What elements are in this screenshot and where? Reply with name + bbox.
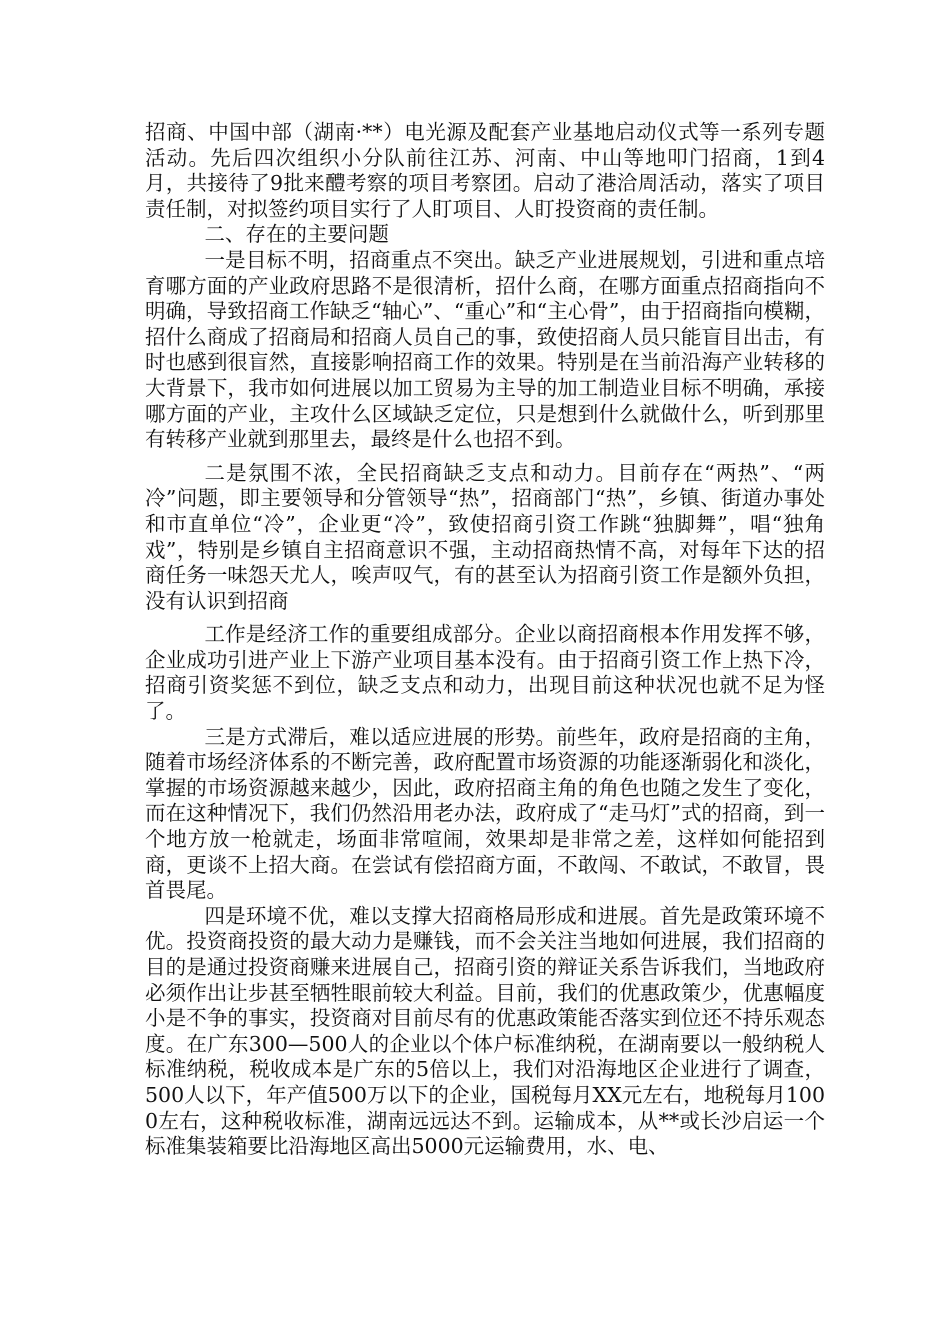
paragraph-problem-1: 一是目标不明，招商重点不突出。缺乏产业进展规划，引进和重点培育哪方面的产业政府思路不是很清析，招什么商，在哪方面重点招商指向不明确，导致招商工作缺乏“轴心”、“重心”和“主心骨”，由于招商指向模糊，招什么商成了招商局和招商人员自己的事，致使招商人员只能盲目出击，有时也感到很盲然，直接影响招商工作的效果。特别是在当前沿海产业转移的大背景下，我市如何进展以加工贸易为主导的加工制造业目标不明确，承接哪方面的产业，主攻什么区域缺乏定位，只是想到什么就做什么，听到那里有转移产业就到那里去，最终是什么也招不到。 [145,247,825,452]
document-page [145,120,825,1160]
paragraph-problem-3: 三是方式滞后，难以适应进展的形势。前些年，政府是招商的主角，随着市场经济体系的不断完善，政府配置市场资源的功能逐渐弱化和淡化，掌握的市场资源越来越少，因此，政府招商主角的角色也随之发生了变化，而在这种情况下，我们仍然沿用老办法，政府成了“走马灯”式的招商，到一个地方放一枪就走，场面非常喧闹，效果却是非常之差，这样如何能招到商，更谈不上招大商。在尝试有偿招商方面，不敢闯、不敢试，不敢冒，畏首畏尾。 [145,724,825,903]
paragraph-problem-4: 四是环境不优，难以支撑大招商格局形成和进展。首先是政策环境不优。投资商投资的最大动力是赚钱，而不会关注当地如何进展，我们招商的目的是通过投资商赚来进展自己，招商引资的辩证关系告诉我们，当地政府必须作出让步甚至牺牲眼前较大利益。目前，我们的优惠政策少，优惠幅度小是不争的事实，投资商对目前尽有的优惠政策能否落实到位还不持乐观态度。在广东300—500人的企业以个体户标准纳税，在湖南要以一般纳税人标准纳税，税收成本是广东的5倍以上，我们对沿海地区企业进行了调查，500人以下，年产值500万以下的企业，国税每月XX元左右，地税每月1000左右，这种税收标准，湖南远远达不到。运输成本，从**或长沙启运一个标准集装箱要比沿海地区高出5000元运输费用，水、电、 [145,903,825,1159]
paragraph-problem-2: 二是氛围不浓，全民招商缺乏支点和动力。目前存在“两热”、“两冷”问题，即主要领导和分管领导“热”，招商部门“热”，乡镇、街道办事处和市直单位“冷”，企业更“冷”，致使招商引资工作跳“独脚舞”，唱“独角戏”，特别是乡镇自主招商意识不强，主动招商热情不高，对每年下达的招商任务一味怨天尤人，唉声叹气，有的甚至认为招商引资工作是额外负担，没有认识到招商 [145,460,825,613]
paragraph-intro: 招商、中国中部（湖南·**）电光源及配套产业基地启动仪式等一系列专题活动。先后四次组织小分队前往江苏、河南、中山等地叩门招商，1到4月，共接待了9批来醴考察的项目考察团。启动了港洽周活动，落实了项目责任制，对拟签约项目实行了人盯项目、人盯投资商的责任制。 [145,120,825,221]
section-heading: 二、存在的主要问题 [204,222,389,247]
paragraph-problem-2-continued: 工作是经济工作的重要组成部分。企业以商招商根本作用发挥不够，企业成功引进产业上下游产业项目基本没有。由于招商引资工作上热下冷，招商引资奖惩不到位，缺乏支点和动力，出现目前这种状况也就不足为怪了。 [145,622,825,724]
